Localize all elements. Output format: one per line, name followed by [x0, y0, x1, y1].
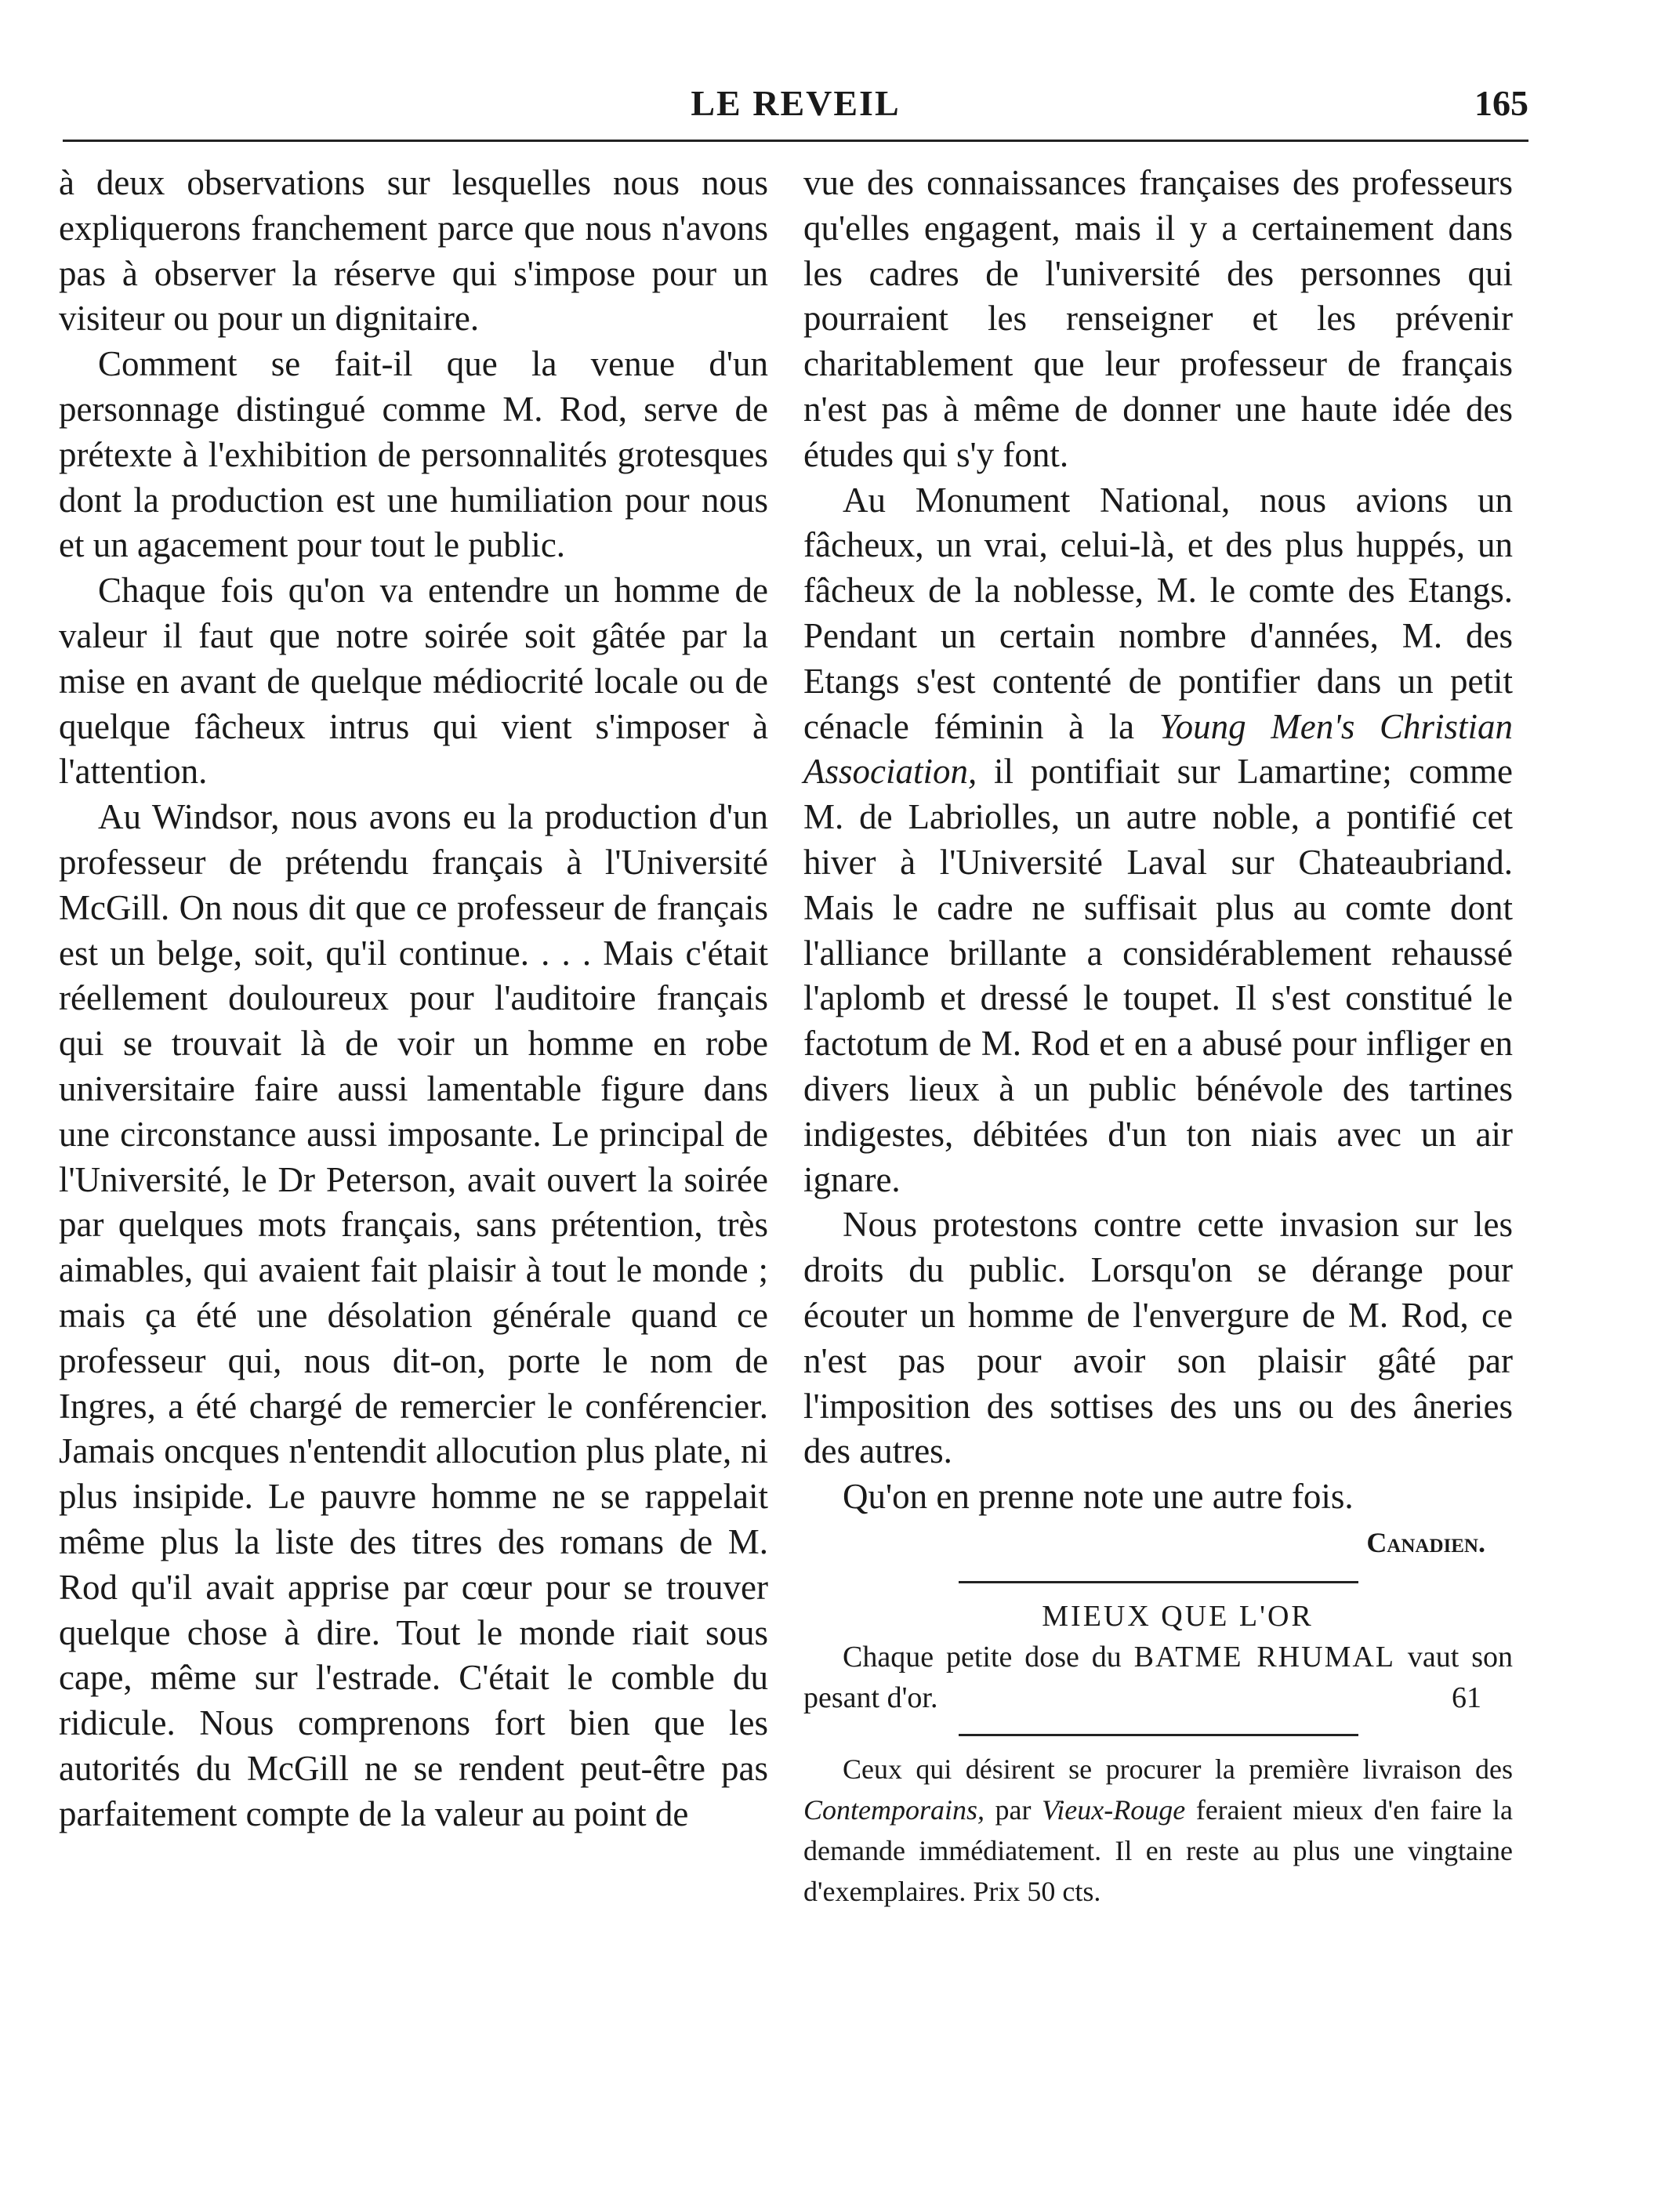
signature: Canadien.: [1366, 1526, 1485, 1558]
left-paragraph-2: Comment se fait-il que la venue d'un personnage distingué comme M. Rod, serve de prétexte à l'exhibition de personnalités grotesques dont la production est une humiliation pour nous et un agacement pour tout le public.: [59, 344, 768, 565]
notice-text-c: feraient mieux d'en faire la demande immédiatement. Il en reste au plus une vingtaine d'exemplaires. Prix 50 cts.: [803, 1793, 1513, 1907]
page-number: 165: [1474, 83, 1528, 123]
advert-text-a: Chaque petite dose du: [843, 1640, 1134, 1674]
advert-product-name: BATME RHUMAL: [1133, 1640, 1396, 1674]
divider-rule-2: [959, 1734, 1358, 1736]
notice-text: [803, 1749, 1513, 1912]
page-header: [63, 82, 1528, 129]
advert-text: [803, 1637, 1513, 1718]
notice-author: Vieux-Rouge: [1041, 1793, 1186, 1826]
advert-text-b: vaut son pesant d'or.: [803, 1640, 1513, 1714]
association-name: Young Men's Christian Association,: [803, 706, 1513, 792]
right-column: [803, 161, 1513, 1912]
right-paragraph-2-text-a: Au Monument National, nous avions un fâcheux, un vrai, celui-là, et des plus huppés, un fâcheux de la noblesse, M. le comte des Etangs. Pendant un certain nombre d'années, M. des Etangs s'est contenté de pontifier dans un petit cénacle féminin à la: [803, 480, 1513, 746]
left-paragraph-3: Chaque fois qu'on va entendre un homme de valeur il faut que notre soirée soit gâtée par la mise en avant de quelque médiocrité locale ou de quelque fâcheux intrus qui vient s'imposer à l'attention.: [59, 571, 768, 792]
right-paragraph-3: Nous protestons contre cette invasion sur les droits du public. Lorsqu'on se dérange pour écouter un homme de l'envergure de M. Rod, ce n'est pas pour avoir son plaisir gâté par l'imposition des sottises des uns ou des âneries des autres.: [803, 1205, 1513, 1471]
right-paragraph-2-text-b: il pontifiait sur Lamartine; comme M. de Labriolles, un autre noble, a pontifié cet hiver à l'Université Laval sur Chateaubriand. Mais le cadre ne suffisait plus au comte dont l'alliance brillante a considérablement rehaussé l'aplomb et dressé le toupet. Il s'est constitué le factotum de M. Rod et en a abusé pour infliger en divers lieux à un public bénévole des tartines indigestes, débitées d'un ton niais avec un air ignare.: [803, 752, 1513, 1199]
left-paragraph-4: Au Windsor, nous avons eu la production d'un professeur de prétendu français à l'Université McGill. On nous dit que ce professeur de français est un belge, soit, qu'il continue. . . . Mais c'était réellement douloureux pour l'auditoire français qui se trouvait là de voir un homme en robe universitaire faire aussi lamentable figure dans une circonstance aussi imposante. Le principal de l'Université, le Dr Peterson, avait ouvert la soirée par quelques mots français, sans prétention, très aimables, qui avaient fait plaisir à tout le monde ; mais ça été une désolation générale quand ce professeur qui, nous dit-on, porte le nom de Ingres, a été chargé de remercier le conférencier. Jamais oncques n'entendit allocution plus plate, ni plus insipide. Le pauvre homme ne se rappelait même plus la liste des titres des romans de M. Rod qu'il avait apprise par cœur pour se trouver quelque chose à dire. Tout le monde riait sous cape, même sur l'estrade. C'était le comble du ridicule. Nous comprenons fort bien que les autorités du McGill ne se rendent peut-être pas parfaitement compte de la valeur au point de: [59, 797, 768, 1833]
header-rule: [63, 140, 1528, 142]
right-paragraph-2: [803, 478, 1513, 1203]
left-paragraph-1: à deux observations sur lesquelles nous nous expliquerons franchement parce que nous n'avons pas à observer la réserve qui s'impose pour un visiteur ou pour un dignitaire.: [59, 163, 768, 339]
right-paragraph-1: vue des connaissances françaises des professeurs qu'elles engagent, mais il y a certainement dans les cadres de l'université des personnes qui pourraient les renseigner et les prévenir charitablement que leur professeur de français n'est pas à même de donner une haute idée des études qui s'y font.: [803, 163, 1513, 474]
right-paragraph-4: Qu'on en prenne note une autre fois.: [843, 1477, 1354, 1517]
notice-text-b: par: [984, 1793, 1042, 1826]
notice-text-a: Ceux qui désirent se procurer la première livraison des: [843, 1753, 1513, 1785]
running-title: LE REVEIL: [691, 83, 901, 123]
advert-number: 61: [1452, 1681, 1481, 1714]
divider-rule: [959, 1581, 1358, 1583]
advert-title: MIEUX QUE L'OR: [1042, 1599, 1314, 1633]
notice-publication-title: Contemporains,: [803, 1793, 985, 1826]
left-column: [59, 161, 768, 1837]
